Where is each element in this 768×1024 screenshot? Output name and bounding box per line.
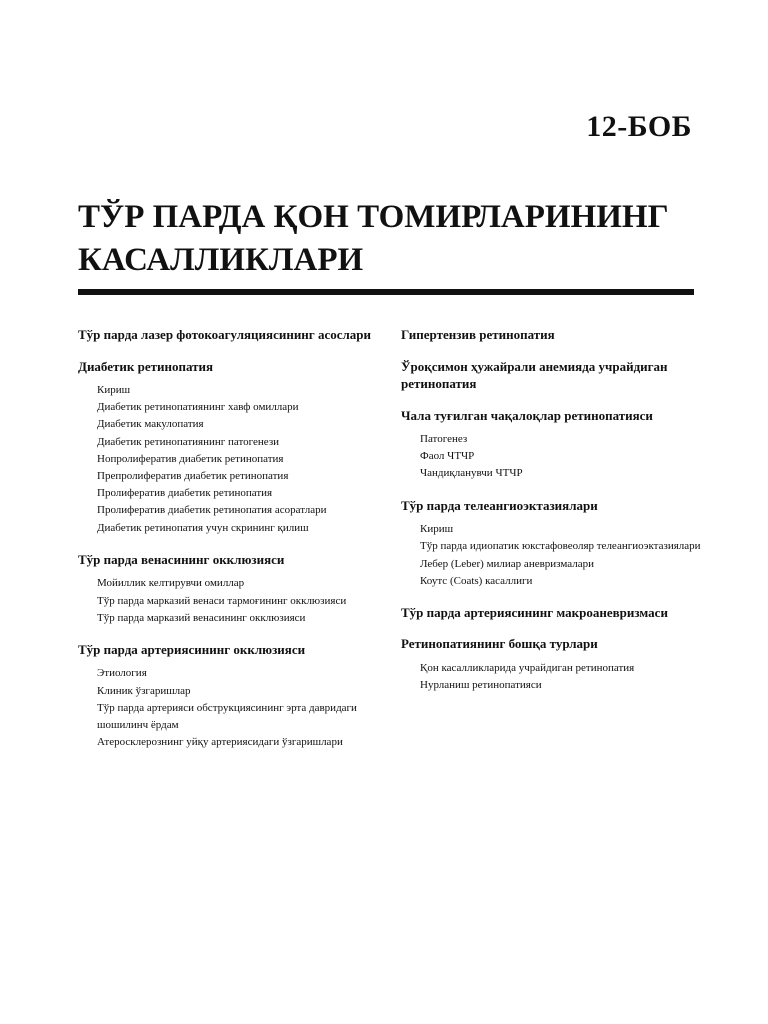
toc-section — [401, 497, 701, 590]
toc-section — [401, 635, 701, 694]
toc-subitem: Чандиқланувчи ЧТЧР — [420, 467, 523, 480]
toc-subitem-list — [401, 660, 701, 694]
toc-subitem: Клиник ўзгаришлар — [97, 684, 191, 697]
toc-subitem: Коутс (Coats) касаллиги — [420, 574, 533, 587]
toc-subitem: Атеросклерознинг уйқу артериясидаги ўзгаришлари — [97, 736, 343, 749]
toc-right-column — [401, 326, 701, 708]
toc-section-title: Тўр парда артериясининг макроаневризмаси — [401, 604, 668, 620]
toc-subitem: Пролифератив диабетик ретинопатия асоратлари — [97, 504, 327, 517]
toc-subitem: Тўр парда марказий венаси тармоғининг окклюзияси — [97, 594, 347, 607]
toc-subitem: Кириш — [420, 523, 454, 536]
toc-section — [78, 551, 378, 627]
toc-subitem: Нурланиш ретинопатияси — [420, 679, 542, 692]
toc-section-title: Тўр парда венасининг окклюзияси — [78, 551, 285, 567]
toc-section-title: Тўр парда лазер фотокоагуляциясининг асослари — [78, 327, 372, 342]
toc-section — [78, 641, 378, 752]
toc-subitem-list — [78, 665, 378, 751]
toc-subitem: Этиология — [97, 667, 147, 680]
toc-subitem: Кириш — [97, 384, 131, 396]
toc-subitem: Мойиллик келтирувчи омиллар — [97, 577, 245, 590]
toc-subitem: Диабетик макулопатия — [97, 418, 204, 431]
toc-section — [401, 326, 701, 344]
toc-section-title: Ўроқсимон ҳужайрали анемияда учрайдиган ретинопатия — [401, 358, 668, 391]
toc-subitem: Нопролифератив диабетик ретинопатия — [97, 452, 284, 465]
chapter-number: 12-БОБ — [586, 110, 692, 143]
title-divider — [78, 289, 694, 295]
toc-subitem: Тўр парда артерияси обструкциясининг эрта давридаги шошилинч ёрдам — [97, 701, 357, 732]
toc-subitem: Диабетик ретинопатиянинг хавф омиллари — [97, 401, 299, 414]
toc-section-title: Гипертензив ретинопатия — [401, 327, 555, 342]
toc-section — [401, 407, 701, 483]
toc-subitem: Диабетик ретинопатия учун скрининг қилиш — [97, 521, 309, 534]
toc-section — [401, 358, 701, 393]
toc-left-column — [78, 326, 378, 765]
toc-section-title: Ретинопатиянинг бошқа турлари — [401, 636, 598, 652]
toc-subitem: Қон касалликларида учрайдиган ретинопатия — [420, 661, 635, 674]
toc-subitem: Фаол ЧТЧР — [420, 450, 475, 463]
toc-subitem: Диабетик ретинопатиянинг патогенези — [97, 435, 280, 448]
toc-subitem: Пролифератив диабетик ретинопатия — [97, 487, 273, 500]
toc-subitem-list — [401, 521, 701, 590]
toc-subitem: Тўр парда идиопатик юкстафовеоляр телеангиоэктазиялари — [420, 540, 701, 553]
toc-subitem-list — [78, 575, 378, 627]
chapter-title: ТЎР ПАРДА ҚОН ТОМИРЛАРИНИНГ КАСАЛЛИКЛАРИ — [78, 199, 669, 278]
toc-section-title: Тўр парда телеангиоэктазиялари — [401, 497, 598, 513]
toc-section-title: Диабетик ретинопатия — [78, 358, 214, 374]
toc-subitem: Препролифератив диабетик ретинопатия — [97, 470, 289, 483]
toc-section — [78, 326, 378, 344]
toc-section — [78, 358, 378, 537]
toc-subitem: Тўр парда марказий венасининг окклюзияси — [97, 611, 306, 624]
toc-section-title: Тўр парда артериясининг окклюзияси — [78, 641, 306, 657]
toc-subitem-list — [401, 431, 701, 483]
toc-section — [401, 604, 701, 622]
toc-subitem-list — [78, 382, 378, 537]
toc-section-title: Чала туғилган чақалоқлар ретинопатияси — [401, 407, 653, 423]
toc-subitem: Лебер (Leber) милиар аневризмалари — [420, 557, 594, 570]
toc-subitem: Патогенез — [420, 433, 468, 445]
